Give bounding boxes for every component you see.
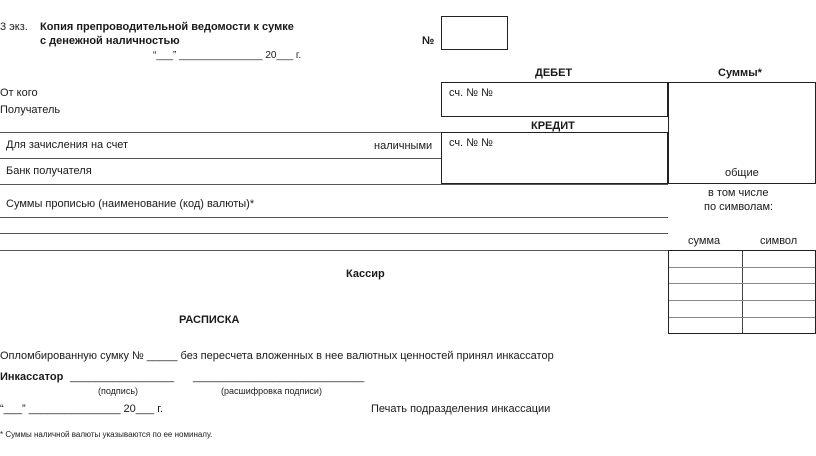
symbol-column-header: символ bbox=[760, 235, 798, 247]
collector-signature-field[interactable]: _________________ bbox=[70, 371, 175, 383]
signature-caption: (подпись) bbox=[98, 386, 139, 396]
credit-account-box[interactable] bbox=[441, 132, 668, 184]
including-label-line2: по символам: bbox=[704, 201, 774, 213]
including-label-line1: в том числе bbox=[708, 187, 769, 199]
cashier-label: Кассир bbox=[346, 268, 385, 280]
symbol-table bbox=[668, 250, 816, 334]
collection-unit-stamp: Печать подразделения инкассации bbox=[371, 403, 551, 415]
document-date-line: “___” _______________ 20___ г. bbox=[153, 50, 302, 61]
receipt-date-line: “___” _______________ 20___ г. bbox=[0, 403, 163, 415]
sum-in-words-label: Суммы прописью (наименование (код) валюты)* bbox=[6, 198, 255, 210]
document-number-box[interactable] bbox=[441, 16, 508, 50]
total-sum-label: общие bbox=[725, 167, 759, 179]
amount-column-header: сумма bbox=[688, 235, 721, 247]
recipient-label: Получатель bbox=[0, 104, 61, 116]
sums-label: Суммы* bbox=[718, 67, 762, 79]
credit-account-label: сч. № № bbox=[449, 137, 493, 149]
receipt-text: Опломбированную сумку № _____ без пересчета вложенных в нее валютных ценностей принял инкассатор bbox=[0, 350, 554, 362]
recipient-bank-label: Банк получателя bbox=[6, 165, 92, 177]
collector-name-field[interactable]: ____________________________ bbox=[193, 371, 365, 383]
credit-account-field-label: Для зачисления на счет bbox=[6, 139, 129, 151]
receipt-title: РАСПИСКА bbox=[179, 314, 240, 326]
debit-label: ДЕБЕТ bbox=[535, 67, 573, 79]
total-sum-box[interactable] bbox=[668, 82, 816, 184]
copies-count: 3 экз. bbox=[0, 21, 28, 33]
document-title-line2: с денежной наличностью bbox=[40, 35, 180, 47]
collector-label: Инкассатор bbox=[0, 371, 64, 383]
footnote: * Суммы наличной валюты указываются по ее номиналу. bbox=[0, 430, 213, 439]
debit-account-label: сч. № № bbox=[449, 87, 493, 99]
document-title-line1: Копия препроводительной ведомости к сумке bbox=[40, 21, 294, 33]
debit-account-box[interactable] bbox=[441, 82, 668, 117]
number-label: № bbox=[422, 35, 435, 47]
cash-label: наличными bbox=[374, 140, 433, 152]
signature-decode-caption: (расшифровка подписи) bbox=[221, 386, 322, 396]
from-label: От кого bbox=[0, 87, 38, 99]
credit-label: КРЕДИТ bbox=[531, 120, 575, 132]
